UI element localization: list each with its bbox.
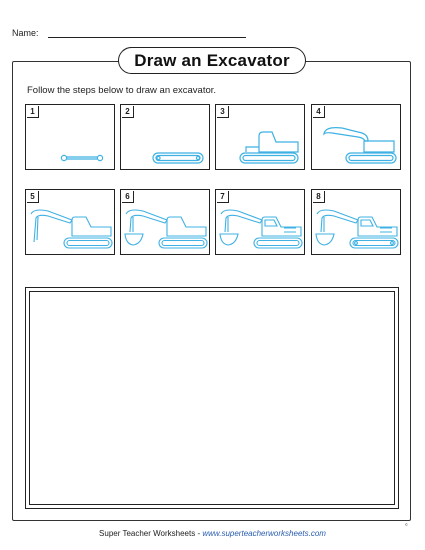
step-number: 2 [122, 106, 134, 118]
drawing-area-inner-border [29, 291, 395, 505]
step-number: 8 [313, 191, 325, 203]
step-number: 3 [217, 106, 229, 118]
name-label: Name: [12, 28, 39, 38]
step-box-8 [311, 189, 401, 255]
step-box-6 [120, 189, 210, 255]
step-box-2 [120, 104, 210, 170]
step-box-1 [25, 104, 115, 170]
copyright-mark: © [405, 522, 408, 527]
footer-brand: Super Teacher Worksheets - [99, 529, 203, 538]
step-box-5 [25, 189, 115, 255]
step-box-3 [215, 104, 305, 170]
step-6-drawing [121, 190, 208, 253]
step-number: 7 [217, 191, 229, 203]
instructions-text: Follow the steps below to draw an excavator. [27, 85, 217, 96]
step-number: 5 [27, 191, 39, 203]
page-title: Draw an Excavator [118, 47, 306, 74]
drawing-area[interactable] [25, 287, 399, 509]
step-number: 1 [27, 106, 39, 118]
step-8-drawing [312, 190, 399, 253]
name-line[interactable] [48, 37, 246, 38]
step-5-drawing [26, 190, 113, 253]
step-1-drawing [26, 105, 113, 168]
step-box-4 [311, 104, 401, 170]
footer-url[interactable]: www.superteacherworksheets.com [202, 529, 326, 538]
step-box-7 [215, 189, 305, 255]
step-3-drawing [216, 105, 303, 168]
step-7-drawing [216, 190, 303, 253]
step-number: 4 [313, 106, 325, 118]
step-number: 6 [122, 191, 134, 203]
step-4-drawing [312, 105, 399, 168]
footer [0, 529, 425, 538]
step-2-drawing [121, 105, 208, 168]
